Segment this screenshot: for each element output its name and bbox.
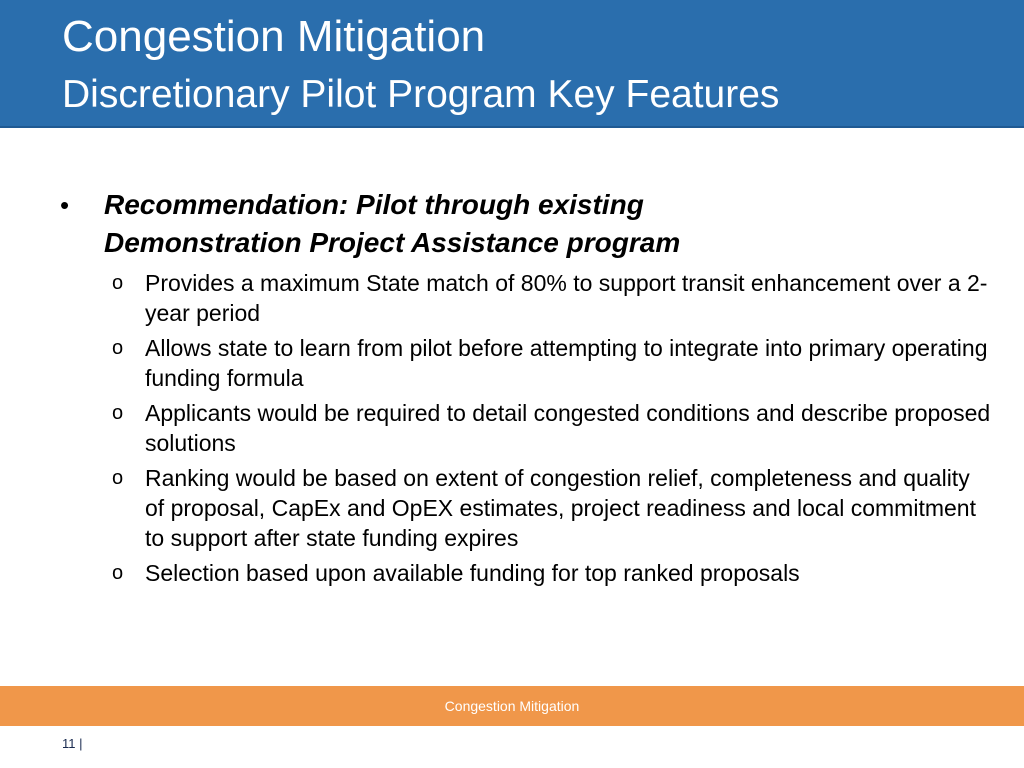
sub-bullet-text: Ranking would be based on extent of congestion relief, completeness and quality of proposal, CapEx and OpEX estimates, project readiness and local commitment to support after state funding expires: [145, 465, 976, 551]
sub-bullet: [112, 463, 995, 553]
sub-bullet-list: [0, 268, 1024, 588]
slide-subtitle: Discretionary Pilot Program Key Features: [62, 73, 780, 116]
slide-content: [0, 186, 1024, 593]
footer-band: [0, 686, 1024, 726]
main-bullet: [60, 186, 824, 262]
sub-bullet-marker: o: [112, 467, 124, 489]
sub-bullet-text: Selection based upon available funding for top ranked proposals: [145, 560, 800, 586]
sub-bullet: [112, 333, 995, 393]
sub-bullet: [112, 558, 995, 588]
sub-bullet-text: Provides a maximum State match of 80% to support transit enhancement over a 2-year period: [145, 270, 988, 326]
sub-bullet-marker: o: [112, 402, 124, 424]
slide-title: Congestion Mitigation: [62, 12, 486, 61]
sub-bullet: [112, 268, 995, 328]
page-number: 11 |: [62, 736, 83, 751]
sub-bullet: [112, 398, 995, 458]
sub-bullet-marker: o: [112, 562, 124, 584]
sub-bullet-marker: o: [112, 272, 124, 294]
sub-bullet-marker: o: [112, 337, 124, 359]
footer-label: Congestion Mitigation: [444, 698, 580, 714]
title-bar: [0, 0, 1024, 128]
bullet-marker: •: [60, 190, 70, 220]
main-bullet-text: Recommendation: Pilot through existing Demonstration Project Assistance program: [104, 189, 681, 258]
sub-bullet-text: Allows state to learn from pilot before attempting to integrate into primary operating funding formula: [145, 335, 988, 391]
sub-bullet-text: Applicants would be required to detail congested conditions and describe proposed solutions: [145, 400, 991, 456]
